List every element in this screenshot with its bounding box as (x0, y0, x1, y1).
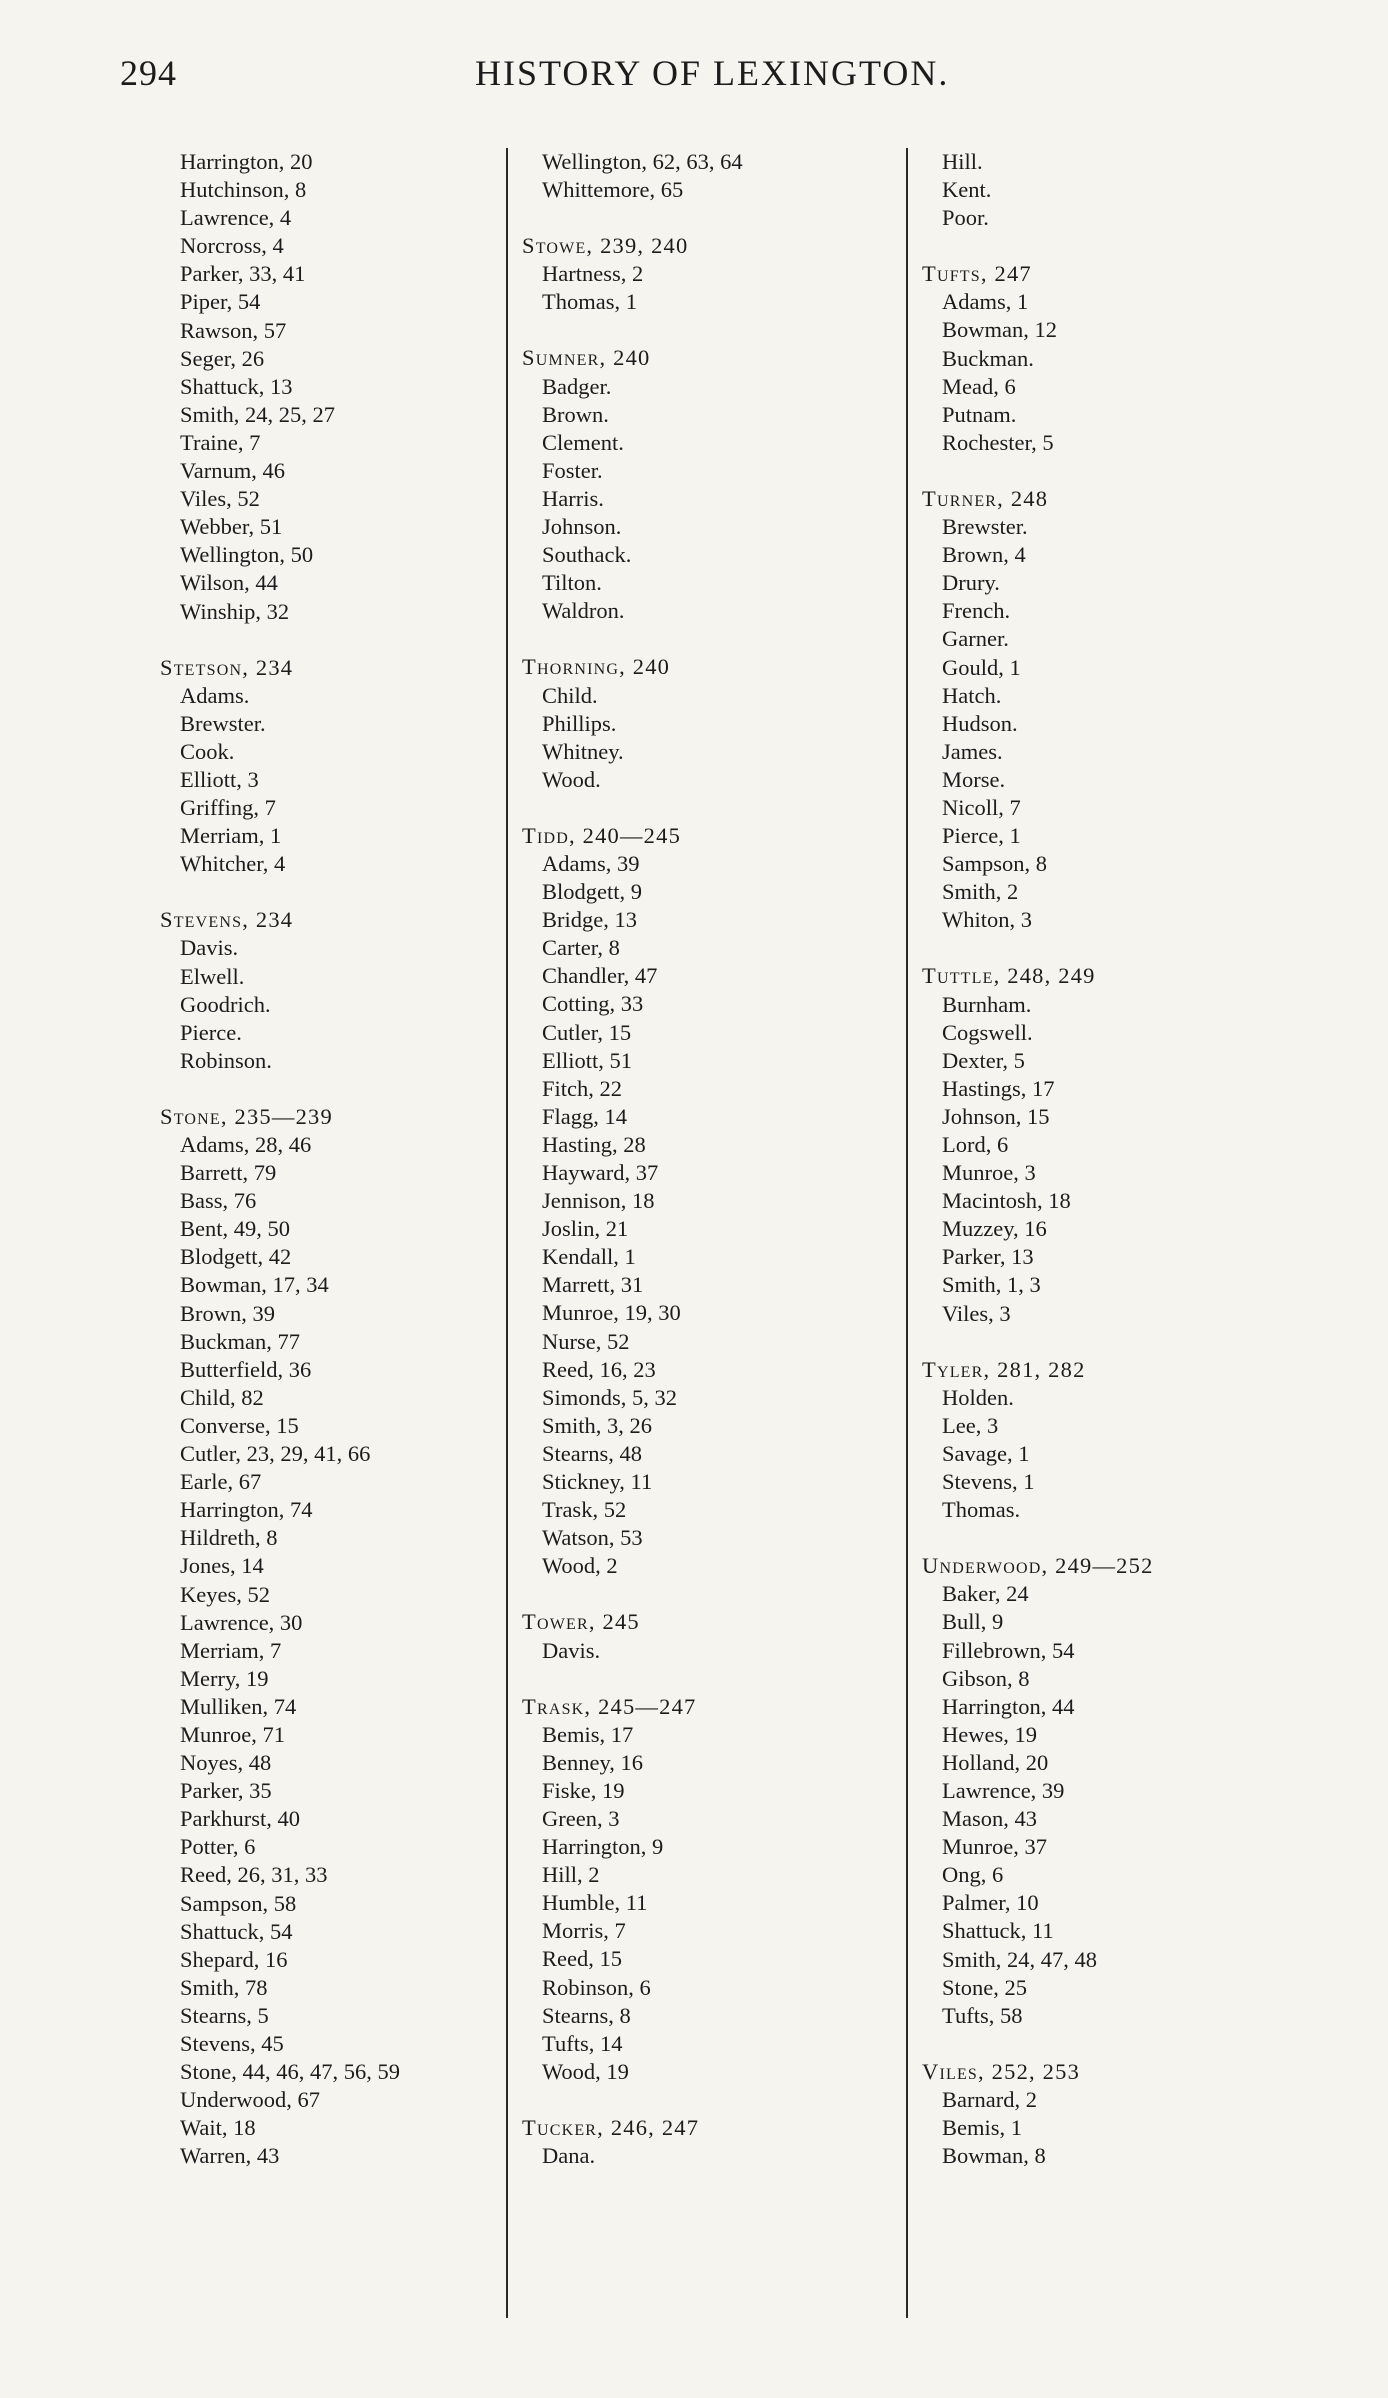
index-subentry: Wood, 2 (542, 1553, 618, 1579)
index-subentry: Thomas. (942, 1497, 1021, 1523)
index-entry (522, 1608, 852, 1664)
index-subentry: Whitcher, 4 (180, 851, 286, 877)
index-subentry: Badger. (542, 373, 612, 399)
index-subentry: Lawrence, 39 (942, 1777, 1065, 1803)
index-subentry: Palmer, 10 (942, 1890, 1039, 1916)
index-subentry: Parker, 35 (180, 1778, 272, 1804)
index-subentry: Jennison, 18 (542, 1188, 655, 1214)
index-entry (922, 2058, 1252, 2170)
index-entry (922, 962, 1252, 1327)
index-subentry: Humble, 11 (542, 1890, 648, 1916)
index-subentry: Earle, 67 (180, 1469, 262, 1495)
index-subentry: Adams, 39 (542, 850, 640, 876)
index-subentry: Bowman, 8 (942, 2143, 1046, 2169)
index-subentry: Smith, 1, 3 (942, 1272, 1041, 1298)
index-subentry: Bowman, 12 (942, 317, 1057, 343)
index-subentry: Shattuck, 11 (942, 1918, 1054, 1944)
index-subentry: Tilton. (542, 570, 602, 596)
index-subentry: Keyes, 52 (180, 1581, 270, 1607)
index-subentry: Merriam, 7 (180, 1637, 282, 1663)
index-subentry: Bridge, 13 (542, 907, 637, 933)
index-surname-heading: Trask, 245—247 (522, 1693, 697, 1719)
index-subentry: Putnam. (942, 401, 1017, 427)
index-subentry: Griffing, 7 (180, 795, 276, 821)
index-subentry: Sampson, 58 (180, 1890, 297, 1916)
index-subentry: Lee, 3 (942, 1412, 999, 1438)
index-subentry: Dana. (542, 2143, 596, 2168)
index-subentry: Cutler, 23, 29, 41, 66 (180, 1441, 371, 1467)
index-subentry: Thomas, 1 (542, 289, 637, 315)
index-subentry: Whiton, 3 (942, 907, 1032, 933)
index-subentry: Hartness, 2 (542, 261, 644, 287)
index-subentry: Wood. (542, 766, 601, 792)
index-subentry: Bowman, 17, 34 (180, 1272, 329, 1298)
index-subentry: Smith, 24, 47, 48 (942, 1946, 1098, 1972)
index-entry (160, 906, 490, 1075)
index-subentry: Holland, 20 (942, 1749, 1049, 1775)
page-number: 294 (120, 53, 177, 93)
index-subentry: Davis. (542, 1637, 601, 1663)
index-subentry: Mason, 43 (942, 1806, 1037, 1832)
index-subentry: Carter, 8 (542, 935, 620, 961)
index-subentry: Stickney, 11 (542, 1469, 653, 1495)
index-subentry: Whitney. (542, 738, 624, 764)
index-subentry: Holden. (942, 1384, 1014, 1410)
index-surname-heading: Stevens, 234 (160, 907, 294, 933)
index-subentry: Cogswell. (942, 1019, 1033, 1045)
index-subentry: Brewster. (942, 514, 1028, 540)
index-surname-heading: Tufts, 247 (922, 261, 1032, 287)
index-surname-heading: Sumner, 240 (522, 345, 651, 371)
index-subentry: Goodrich. (180, 991, 271, 1017)
index-subentry: Merriam, 1 (180, 823, 282, 849)
index-subentry: Potter, 6 (180, 1834, 256, 1860)
index-subentry: Buckman, 77 (180, 1328, 300, 1354)
index-subentry: Gibson, 8 (942, 1665, 1030, 1691)
index-subentry: Sampson, 8 (942, 851, 1048, 877)
index-subentry: Fiske, 19 (542, 1777, 625, 1803)
index-subentry: Hudson. (942, 710, 1018, 736)
index-subentry: Elwell. (180, 963, 245, 989)
index-subentry: Noyes, 48 (180, 1750, 272, 1776)
index-subentry: Jones, 14 (180, 1553, 264, 1579)
index-subentry: Flagg, 14 (542, 1103, 628, 1129)
index-entry (522, 822, 852, 1581)
index-subentry: Garner. (942, 626, 1009, 652)
index-entry (522, 1693, 852, 2086)
index-subentry: Davis. (180, 935, 239, 961)
index-subentry: Joslin, 21 (542, 1216, 629, 1242)
index-continuation-line: Poor. (942, 205, 989, 231)
index-entry (522, 653, 852, 793)
index-subentry: Adams. (180, 682, 250, 708)
index-subentry: Tufts, 14 (542, 2030, 623, 2056)
index-continuation-line: Harrington, 20 (180, 149, 313, 174)
index-subentry: Rochester, 5 (942, 429, 1054, 455)
index-entry (160, 654, 490, 879)
index-subentry: Harrington, 44 (942, 1693, 1075, 1719)
index-subentry: Johnson, 15 (942, 1103, 1050, 1129)
index-subentry: Wait, 18 (180, 2115, 256, 2141)
index-subentry: Bent, 49, 50 (180, 1216, 290, 1242)
index-subentry: Adams, 28, 46 (180, 1132, 312, 1157)
index-column-2 (522, 148, 852, 2198)
index-surname-heading: Turner, 248 (922, 485, 1049, 511)
index-subentry: Hayward, 37 (542, 1160, 659, 1185)
index-subentry: Underwood, 67 (180, 2087, 320, 2113)
index-surname-heading: Thorning, 240 (522, 654, 671, 680)
index-subentry: Marrett, 31 (542, 1272, 644, 1298)
index-subentry: Nicoll, 7 (942, 794, 1021, 820)
index-continuation-line: Shattuck, 13 (180, 373, 293, 399)
index-subentry: Elliott, 3 (180, 766, 259, 792)
index-continuation-line: Seger, 26 (180, 345, 265, 371)
index-subentry: Hastings, 17 (942, 1075, 1055, 1101)
index-subentry: Macintosh, 18 (942, 1188, 1071, 1214)
index-continuation-line: Traine, 7 (180, 429, 261, 455)
index-subentry: Cutler, 15 (542, 1019, 632, 1045)
index-entry (922, 1356, 1252, 1525)
index-subentry: Reed, 26, 31, 33 (180, 1862, 328, 1888)
index-subentry: Hasting, 28 (542, 1131, 646, 1157)
index-continuation-line: Kent. (942, 177, 992, 203)
index-entry (922, 1552, 1252, 2030)
index-subentry: Munroe, 37 (942, 1834, 1047, 1860)
index-continuation-line: Norcross, 4 (180, 233, 284, 259)
index-entry (922, 148, 1252, 232)
index-subentry: Bull, 9 (942, 1609, 1004, 1635)
index-subentry: Elliott, 51 (542, 1047, 632, 1073)
index-continuation-line: Hill. (942, 149, 983, 174)
index-subentry: Foster. (542, 457, 603, 483)
index-subentry: Tufts, 58 (942, 2002, 1023, 2028)
index-subentry: Burnham. (942, 991, 1032, 1017)
index-subentry: Child. (542, 682, 598, 708)
index-subentry: Lord, 6 (942, 1132, 1009, 1157)
index-entry (922, 260, 1252, 457)
index-subentry: Warren, 43 (180, 2143, 280, 2169)
index-subentry: Smith, 2 (942, 879, 1019, 905)
index-continuation-line: Rawson, 57 (180, 317, 287, 343)
index-subentry: Stone, 25 (942, 1974, 1028, 2000)
index-subentry: Fitch, 22 (542, 1075, 623, 1101)
index-continuation-line: Smith, 24, 25, 27 (180, 401, 336, 427)
index-subentry: Brown, 39 (180, 1300, 275, 1326)
index-subentry: Savage, 1 (942, 1440, 1030, 1466)
index-subentry: Munroe, 19, 30 (542, 1300, 681, 1326)
index-subentry: Cotting, 33 (542, 991, 644, 1017)
index-subentry: Lawrence, 30 (180, 1609, 303, 1635)
index-continuation-line: Hutchinson, 8 (180, 177, 307, 203)
column-divider (506, 148, 508, 2318)
index-subentry: Kendall, 1 (542, 1244, 636, 1270)
index-subentry: Stearns, 48 (542, 1440, 642, 1466)
index-subentry: Phillips. (542, 710, 617, 736)
index-subentry: French. (942, 598, 1011, 624)
index-subentry: Munroe, 3 (942, 1160, 1036, 1186)
index-subentry: Clement. (542, 429, 624, 455)
index-subentry: Butterfield, 36 (180, 1356, 312, 1382)
index-entry (160, 1103, 490, 2171)
index-entry (522, 232, 852, 316)
index-subentry: Watson, 53 (542, 1525, 643, 1551)
page-header (120, 52, 1220, 104)
index-subentry: Parkhurst, 40 (180, 1806, 300, 1832)
index-surname-heading: Viles, 252, 253 (922, 2058, 1081, 2084)
index-subentry: Harris. (542, 485, 604, 511)
index-subentry: Stearns, 5 (180, 2002, 269, 2028)
index-subentry: Brown. (542, 401, 609, 427)
index-subentry: Buckman. (942, 345, 1034, 371)
index-subentry: Hill, 2 (542, 1862, 600, 1888)
index-subentry: Stevens, 45 (180, 2031, 284, 2056)
index-subentry: Dexter, 5 (942, 1047, 1025, 1073)
index-entry (522, 2114, 852, 2170)
index-subentry: Morris, 7 (542, 1918, 626, 1944)
index-subentry: Blodgett, 42 (180, 1244, 292, 1270)
index-surname-heading: Tuttle, 248, 249 (922, 963, 1096, 989)
index-surname-heading: Stetson, 234 (160, 654, 294, 680)
index-subentry: Smith, 78 (180, 1974, 268, 2000)
index-subentry: Shattuck, 54 (180, 1918, 293, 1944)
index-continuation-line: Webber, 51 (180, 514, 283, 540)
index-subentry: Pierce, 1 (942, 823, 1021, 849)
index-subentry: Reed, 16, 23 (542, 1356, 656, 1382)
index-subentry: Smith, 3, 26 (542, 1412, 653, 1438)
index-continuation-line: Whittemore, 65 (542, 177, 684, 203)
index-entry (522, 344, 852, 625)
index-surname-heading: Tower, 245 (522, 1609, 640, 1635)
index-subentry: Waldron. (542, 598, 625, 624)
index-subentry: Harrington, 74 (180, 1497, 313, 1523)
index-subentry: Wood, 19 (542, 2058, 629, 2084)
index-subentry: Reed, 15 (542, 1946, 622, 1972)
index-surname-heading: Tidd, 240—245 (522, 822, 682, 848)
index-surname-heading: Stone, 235—239 (160, 1103, 333, 1129)
index-subentry: Cook. (180, 738, 235, 764)
index-continuation-line: Varnum, 46 (180, 458, 285, 484)
index-continuation-line: Wilson, 44 (180, 570, 278, 596)
index-subentry: Gould, 1 (942, 654, 1021, 680)
index-continuation-line: Parker, 33, 41 (180, 261, 306, 287)
index-subentry: Trask, 52 (542, 1497, 627, 1523)
index-continuation-line: Winship, 32 (180, 598, 290, 624)
index-subentry: Chandler, 47 (542, 963, 658, 989)
index-continuation-line: Lawrence, 4 (180, 205, 292, 231)
index-subentry: Mulliken, 74 (180, 1693, 297, 1719)
index-subentry: James. (942, 738, 1003, 764)
index-subentry: Pierce. (180, 1019, 242, 1045)
index-subentry: Bemis, 1 (942, 2115, 1023, 2140)
index-subentry: Hewes, 19 (942, 1721, 1037, 1747)
index-subentry: Munroe, 71 (180, 1721, 285, 1747)
index-surname-heading: Tyler, 281, 282 (922, 1356, 1086, 1382)
index-subentry: Shepard, 16 (180, 1946, 288, 1972)
index-subentry: Robinson. (180, 1047, 272, 1073)
index-entry (522, 148, 852, 204)
index-subentry: Hildreth, 8 (180, 1525, 278, 1551)
index-column-3 (922, 148, 1252, 2198)
index-subentry: Benney, 16 (542, 1749, 644, 1775)
index-subentry: Child, 82 (180, 1384, 264, 1410)
index-subentry: Drury. (942, 570, 1000, 596)
index-subentry: Fillebrown, 54 (942, 1637, 1075, 1663)
index-subentry: Barnard, 2 (942, 2086, 1037, 2112)
index-subentry: Merry, 19 (180, 1665, 269, 1691)
index-subentry: Brown, 4 (942, 542, 1026, 568)
index-surname-heading: Stowe, 239, 240 (522, 233, 689, 259)
index-subentry: Stearns, 8 (542, 2002, 631, 2028)
index-subentry: Mead, 6 (942, 373, 1016, 399)
index-continuation-line: Wellington, 62, 63, 64 (542, 149, 743, 174)
index-subentry: Green, 3 (542, 1805, 620, 1831)
running-title: HISTORY OF LEXINGTON. (475, 53, 950, 93)
index-surname-heading: Underwood, 249—252 (922, 1553, 1154, 1579)
index-subentry: Simonds, 5, 32 (542, 1384, 678, 1410)
index-subentry: Hatch. (942, 682, 1002, 708)
index-subentry: Robinson, 6 (542, 1974, 651, 2000)
index-entry (160, 148, 490, 626)
index-column-1 (160, 148, 490, 2198)
index-subentry: Brewster. (180, 710, 266, 736)
index-subentry: Harrington, 9 (542, 1834, 664, 1860)
index-subentry: Stevens, 1 (942, 1469, 1035, 1495)
index-surname-heading: Tucker, 246, 247 (522, 2114, 700, 2140)
index-continuation-line: Piper, 54 (180, 289, 261, 315)
column-divider (906, 148, 908, 2318)
index-subentry: Converse, 15 (180, 1412, 299, 1438)
index-subentry: Bemis, 17 (542, 1721, 634, 1747)
index-subentry: Muzzey, 16 (942, 1216, 1047, 1242)
index-subentry: Johnson. (542, 514, 622, 540)
index-subentry: Stone, 44, 46, 47, 56, 59 (180, 2059, 401, 2085)
index-entry (922, 485, 1252, 935)
index-subentry: Ong, 6 (942, 1862, 1004, 1888)
index-continuation-line: Viles, 52 (180, 486, 260, 512)
index-subentry: Adams, 1 (942, 289, 1029, 315)
index-subentry: Parker, 13 (942, 1244, 1034, 1270)
index-subentry: Southack. (542, 542, 632, 568)
index-subentry: Blodgett, 9 (542, 879, 642, 905)
index-subentry: Bass, 76 (180, 1188, 257, 1214)
index-subentry: Barrett, 79 (180, 1160, 277, 1186)
index-continuation-line: Wellington, 50 (180, 542, 314, 568)
index-subentry: Nurse, 52 (542, 1328, 630, 1354)
index-subentry: Morse. (942, 766, 1006, 792)
index-subentry: Viles, 3 (942, 1300, 1011, 1326)
index-subentry: Baker, 24 (942, 1581, 1029, 1607)
